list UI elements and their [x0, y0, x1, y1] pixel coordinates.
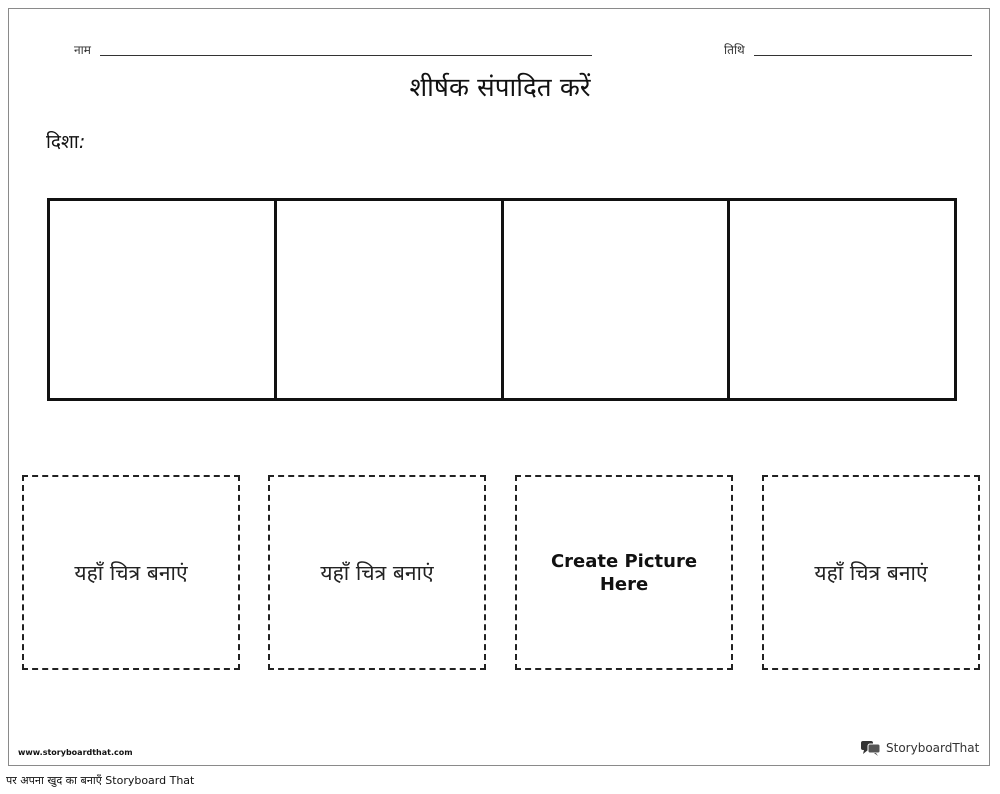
storyboard-cell-1[interactable]	[50, 201, 277, 398]
picture-box-2-text: यहाँ चित्र बनाएं	[320, 560, 434, 585]
logo-text: StoryboardThat	[886, 741, 980, 755]
website-url[interactable]: www.storyboardthat.com	[18, 748, 133, 757]
date-line[interactable]	[754, 55, 972, 56]
picture-box-1-text: यहाँ चित्र बनाएं	[74, 560, 188, 585]
date-label: तिथि	[724, 43, 745, 57]
picture-box-4[interactable]	[762, 475, 980, 670]
name-label: नाम	[74, 43, 91, 57]
picture-box-3[interactable]	[515, 475, 733, 670]
storyboard-cell-2[interactable]	[277, 201, 504, 398]
picture-box-3-text: Create Picture Here	[550, 550, 698, 595]
picture-box-4-text: यहाँ चित्र बनाएं	[814, 560, 928, 585]
storyboard-cell-3[interactable]	[504, 201, 731, 398]
picture-box-2[interactable]	[268, 475, 486, 670]
storyboard-cell-4[interactable]	[730, 201, 954, 398]
directions-label: दिशा	[46, 131, 79, 153]
footer-credit[interactable]: पर अपना खुद का बनाएँ Storyboard That	[6, 774, 195, 787]
speech-bubbles-icon	[860, 740, 882, 756]
directions	[46, 128, 85, 154]
picture-box-1[interactable]	[22, 475, 240, 670]
directions-colon: :	[78, 131, 86, 153]
worksheet-title[interactable]: शीर्षक संपादित करें	[409, 73, 591, 103]
storyboardthat-logo[interactable]	[860, 740, 979, 756]
name-line[interactable]	[100, 55, 592, 56]
storyboard-frames	[47, 198, 957, 401]
